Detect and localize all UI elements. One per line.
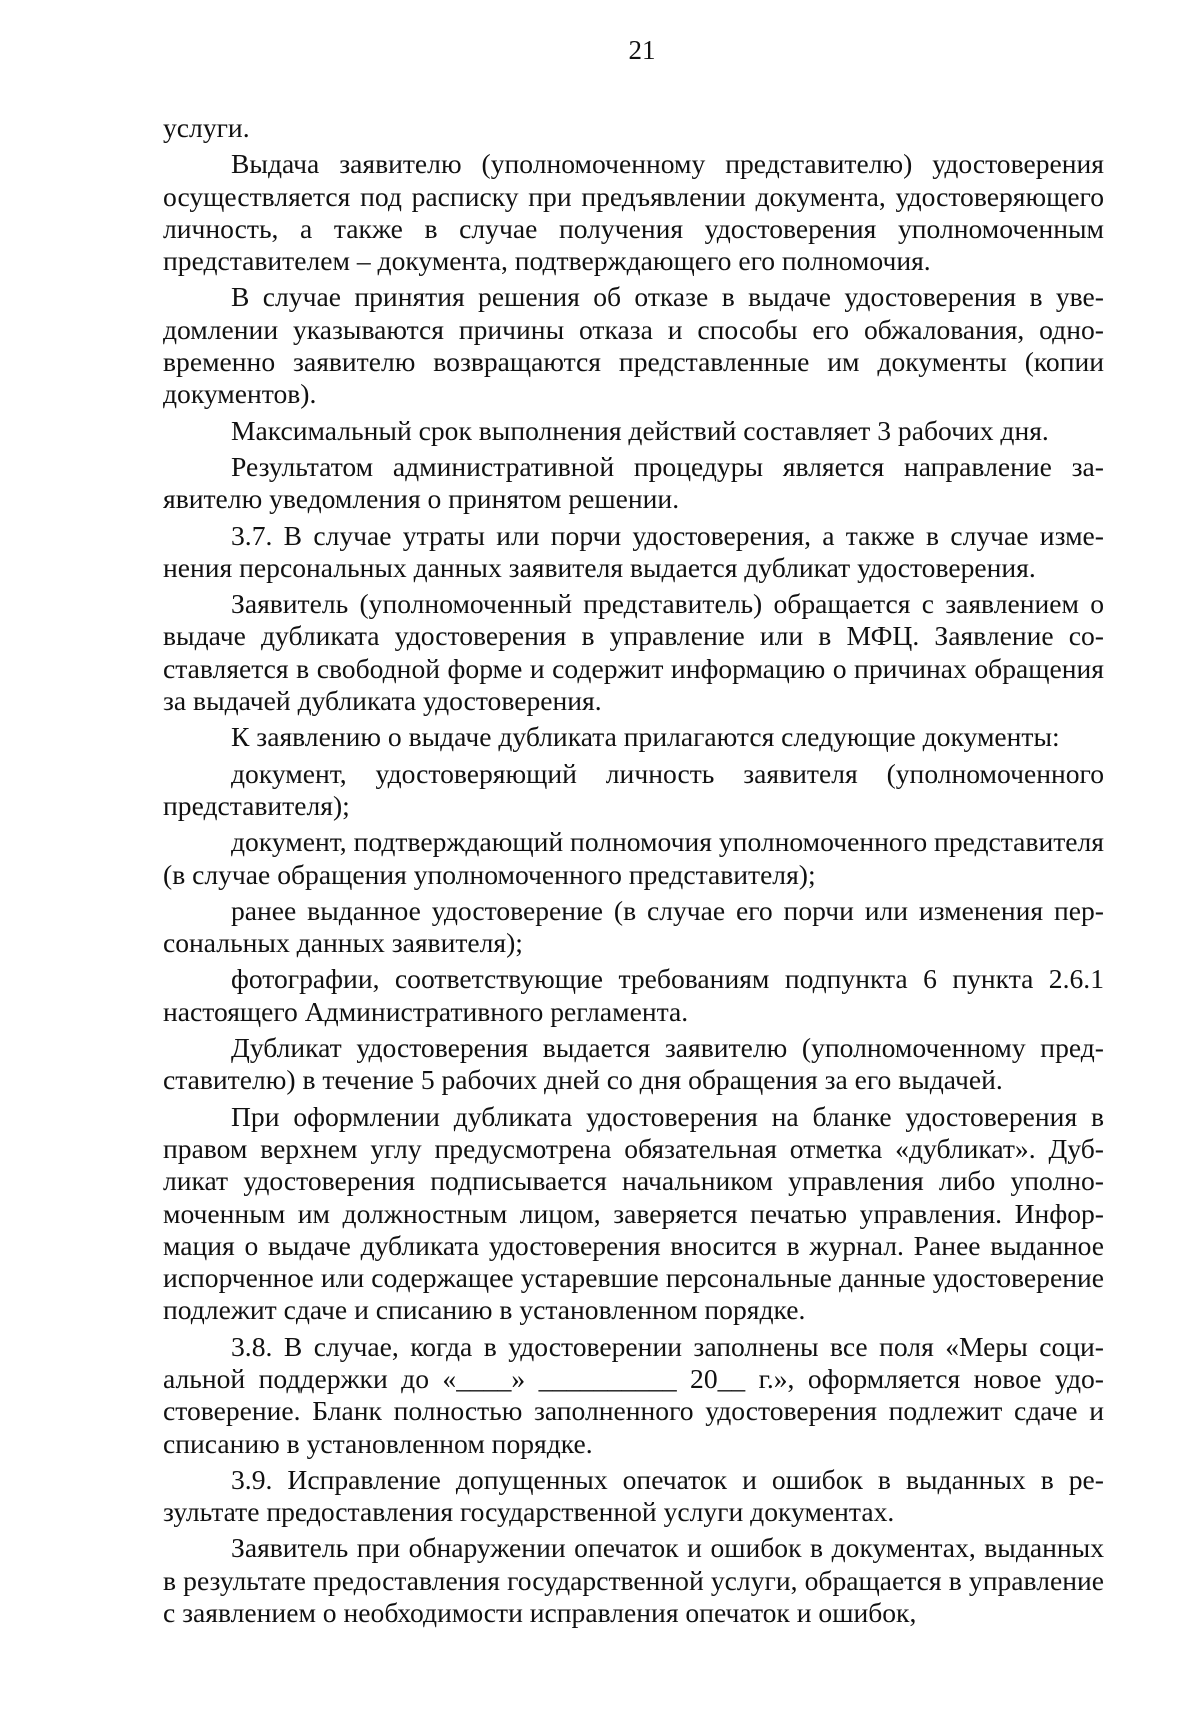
paragraph: Заявитель (уполномоченный представитель) обращается с заявлением о выдаче дубликата удостоверения в управление или в МФЦ. Заявление составляется в свободной форме и содержит информацию о причинах обращения за выдачей дубликата удостоверения. [163,588,1104,717]
paragraph: К заявлению о выдаче дубликата прилагаются следующие документы: [231,721,1060,753]
list-item: документ, удостоверяющий личность заявителя (уполномоченного представителя); [163,757,1104,821]
paragraph: Результатом административной процедуры является направление заявителю уведомления о принятом решении. [163,450,1104,515]
paragraph: При оформлении дубликата удостоверения на бланке удостоверения в правом верхнем углу предусмотрена обязательная отметка «дубликат». Дубликат удостоверения подписывается начальником управления либо уполномоченным им должностным лицом, заверяется печатью управления. Информация о выдаче дубликата удостоверения вносится в журнал. Ранее выданное испорченное или содержащее устаревшие персональные данные удостоверение подлежит сдаче и списанию в установленном порядке. [163,1100,1104,1326]
page-number: 21 [628,35,656,65]
list-item: фотографии, соответствующие требованиям подпункта 6 пункта 2.6.1 настоящего Административного регламента. [163,963,1104,1027]
paragraph: Выдача заявителю (уполномоченному представителю) удостоверения осуществляется под расписку при предъявлении документа, удостоверяющего личность, а также в случае получения удостоверения уполномоченным представителем – документа, подтверждающего его полномочия. [163,148,1104,277]
list-item: документ, подтверждающий полномочия уполномоченного представителя (в случае обращения уполномоченного представителя); [163,826,1104,890]
paragraph: Заявитель при обнаружении опечаток и ошибок в документах, выданных в результате предоставления государственной услуги, обращается в управление с заявлением о необходимости исправления опечаток и ошибок, [163,1532,1104,1629]
paragraph: Максимальный срок выполнения действий составляет 3 рабочих дня. [231,414,1049,446]
section-3-7-paragraph: 3.7. В случае утраты или порчи удостоверения, а также в случае изменения персональных данных заявителя выдается дубликат удостоверения. [163,519,1104,583]
paragraph: В случае принятия решения об отказе в выдаче удостоверения в уведомлении указываются причины отказа и способы его обжалования, одновременно заявителю возвращаются представленные им документы (копии документов). [163,281,1104,410]
paragraph: услуги. [163,112,250,143]
section-3-9-paragraph: 3.9. Исправление допущенных опечаток и ошибок в выданных в результате предоставления государственной услуги документах. [163,1463,1104,1528]
document-body [163,112,1104,1633]
list-item: ранее выданное удостоверение (в случае его порчи или изменения персональных данных заявителя); [163,894,1104,959]
paragraph: Дубликат удостоверения выдается заявителю (уполномоченному представителю) в течение 5 рабочих дней со дня обращения за его выдачей. [163,1032,1104,1096]
section-3-8-paragraph: 3.8. В случае, когда в удостоверении заполнены все поля «Меры социальной поддержки до «____» __________ 20__ г.», оформляется новое удостоверение. Бланк полностью заполненного удостоверения подлежит сдаче и списанию в установленном порядке. [163,1330,1104,1459]
